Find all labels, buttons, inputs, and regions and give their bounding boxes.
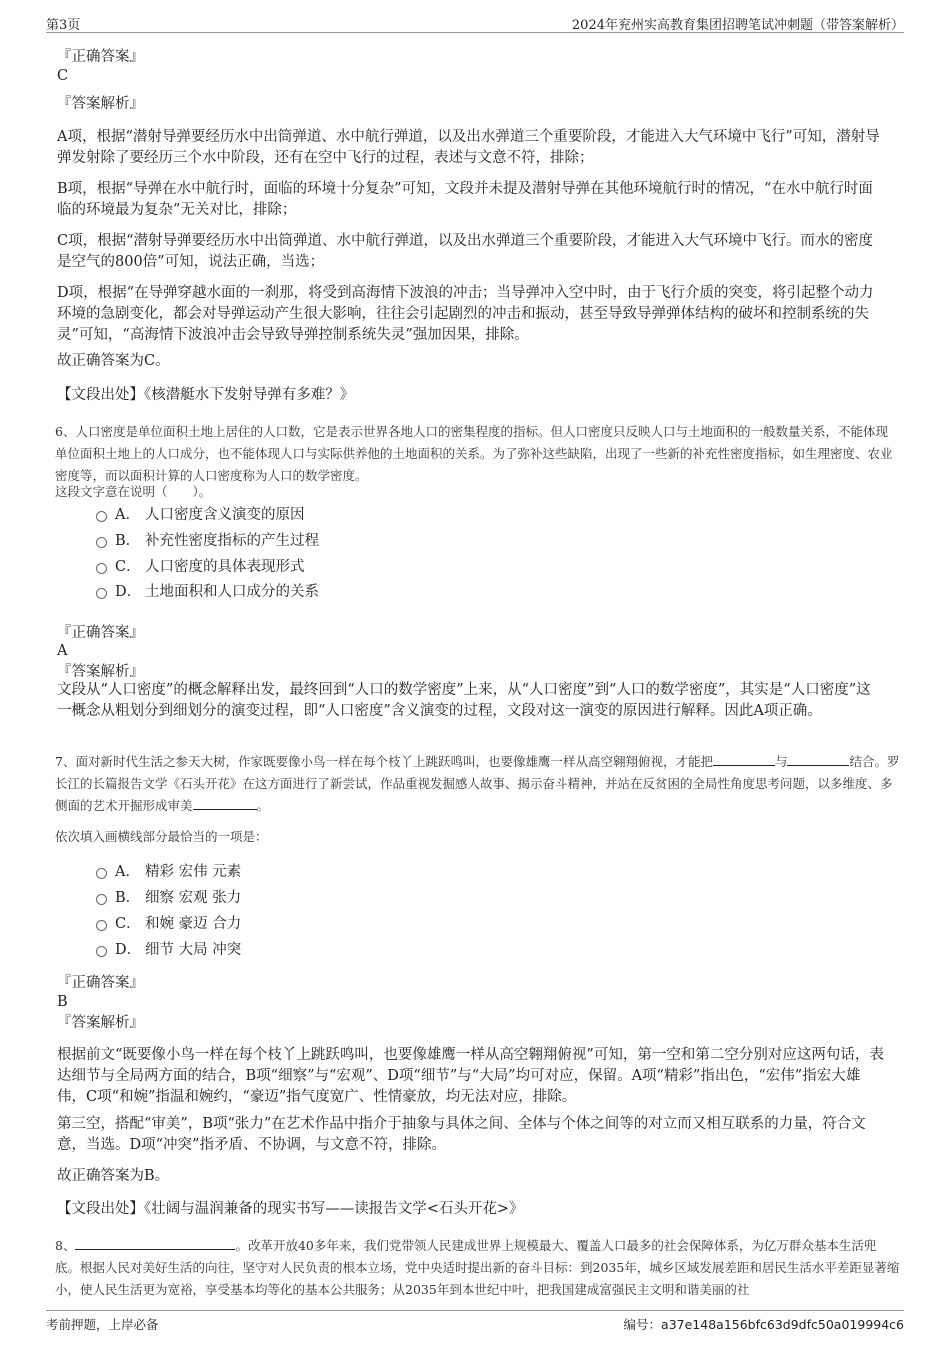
- q5-analysis-para-b: B项，根据“导弹在水中航行时，面临的环境十分复杂”可知，文段并未提及潜射导弹在其他环境航行时的情况，“在水中航行时面临的环境最为复杂”无关对比，排除；: [57, 181, 873, 218]
- q5-analysis-para-d: D项，根据“在导弹穿越水面的一刹那，将受到高海情下波浪的冲击；当导弹冲入空中时，由于飞行介质的突变，将引起整个动力环境的急剧变化，都会对导弹运动产生很大影响，往往会引起剧烈的冲击和振动，甚至导致导弹弹体结构的破坏和控制系统的失灵”可知，“高海情下波浪冲击会导致导弹控制系统失灵”强加因果，排除。: [57, 285, 874, 343]
- q6-option-d[interactable]: D． 土地面积和人口成分的关系: [96, 582, 319, 602]
- radio-icon[interactable]: [96, 920, 107, 931]
- q7-option-c[interactable]: C． 和婉 豪迈 合力: [96, 914, 241, 934]
- q7-conclusion: 故正确答案为B。: [57, 1168, 170, 1184]
- q5-analysis-label: 『答案解析』: [57, 96, 144, 112]
- q7-answer-label: 『正确答案』: [57, 975, 144, 991]
- q5-analysis-para-c: C项，根据“潜射导弹要经历水中出筒弹道、水中航行弹道，以及出水弹道三个重要阶段，才能进入大气环境中飞行。而水的密度是空气的800倍”可知，说法正确，当选；: [57, 233, 874, 270]
- q6-analysis-label: 『答案解析』: [57, 664, 144, 680]
- q5-answer-label: 『正确答案』: [57, 49, 144, 65]
- q6-option-a[interactable]: A． 人口密度含义演变的原因: [96, 505, 305, 525]
- q5-answer: C: [57, 68, 69, 84]
- q5-conclusion: 故正确答案为C。: [57, 353, 170, 369]
- q7-option-d[interactable]: D． 细节 大局 冲突: [96, 940, 241, 960]
- radio-icon[interactable]: [96, 588, 107, 599]
- blank-2: [787, 751, 849, 766]
- q8-blank: [75, 1235, 235, 1250]
- radio-icon[interactable]: [96, 511, 107, 522]
- document-title: 2024年兖州实高教育集团招聘笔试冲刺题（带答案解析）: [571, 18, 904, 33]
- page-footer: [46, 1310, 904, 1333]
- footer-slogan: 考前押题，上岸必备: [46, 1317, 159, 1332]
- q6-analysis: 文段从“人口密度”的概念解释出发，最终回到“人口的数学密度”上来，从“人口密度”到“人口的数学密度”，其实是“人口密度”这一概念从粗划分到细划分的演变过程，即“人口密度”含义演变的过程，文段对这一演变的原因进行解释。因此A项正确。: [57, 682, 871, 719]
- q5-source: 【文段出处】《核潜艇水下发射导弹有多难？》: [57, 387, 355, 403]
- radio-icon[interactable]: [96, 894, 107, 905]
- q7-analysis-para-2: 第三空，搭配“审美”，B项“张力”在艺术作品中指介于抽象与具体之间、全体与个体之间等的对立而又相互联系的力量，符合文意，当选。D项“冲突”指矛盾、不协调，与文意不符，排除。: [57, 1116, 866, 1153]
- radio-icon[interactable]: [96, 946, 107, 957]
- q8-stem: 8、 。改革开放40多年来，我们党带领人民建成世界上规模最大、覆盖人口最多的社会保障体系，为亿万群众基本生活兜底。根据人民对美好生活的向往，坚守对人民负责的根本立场，党中央适时提出新的奋斗目标：到2035年，城乡区域发展差距和居民生活水平差距显著缩小，使人民生活更为宽裕，享受基本均等化的基本公共服务；从2035年到本世纪中叶，把我国建成富强民主文明和谐美丽的社: [55, 1235, 900, 1301]
- blank-1: [713, 751, 775, 766]
- q6-answer-label: 『正确答案』: [57, 625, 144, 641]
- q7-option-b[interactable]: B． 细察 宏观 张力: [96, 888, 241, 908]
- q7-question: 依次填入画横线部分最恰当的一项是：: [55, 829, 268, 844]
- q7-stem: 7、面对新时代生活之参天大树，作家既要像小鸟一样在每个枝丫上跳跃鸣叫，也要像雄鹰一样从高空翱翔俯视，才能把 与 结合。罗长江的长篇报告文学《石头开花》在这方面进行了新尝试，作品重视发掘感人故事、揭示奋斗精神，并站在反贫困的全局性角度思考问题，以多维度、多侧面的艺术开掘形成审美 。: [55, 751, 900, 817]
- q7-analysis-label: 『答案解析』: [57, 1015, 144, 1031]
- q6-question: 这段文字意在说明（ ）。: [55, 484, 212, 499]
- q7-answer: B: [57, 994, 68, 1010]
- q5-analysis-para-a: A项，根据“潜射导弹要经历水中出筒弹道、水中航行弹道，以及出水弹道三个重要阶段，才能进入大气环境中飞行”可知，潜射导弹发射除了要经历三个水中阶段，还有在空中飞行的过程，表述与文意不符，排除；: [57, 129, 880, 166]
- page-header: [46, 12, 904, 33]
- blank-3: [193, 795, 257, 810]
- q6-option-c[interactable]: C． 人口密度的具体表现形式: [96, 557, 305, 577]
- q6-option-b[interactable]: B． 补充性密度指标的产生过程: [96, 531, 319, 551]
- q6-answer: A: [57, 643, 68, 659]
- radio-icon[interactable]: [96, 868, 107, 879]
- q7-source: 【文段出处】《壮阔与温润兼备的现实书写——读报告文学<石头开花>》: [57, 1201, 524, 1217]
- q7-analysis-para-1: 根据前文“既要像小鸟一样在每个枝丫上跳跃鸣叫，也要像雄鹰一样从高空翱翔俯视”可知，第一空和第二空分别对应这两句话，表达细节与全局两方面的结合，B项“细察”与“宏观”、D项“细节”与“大局”均可对应，保留。A项“精彩”指出色，“宏伟”指宏大雄伟，C项“和婉”指温和婉约，“豪迈”指气度宽广、性情豪放，均无法对应，排除。: [57, 1047, 884, 1105]
- page-number: 第3页: [46, 18, 81, 33]
- document-code: 编号：a37e148a156bfc63d9dfc50a019994c6: [623, 1317, 904, 1332]
- q6-stem: 6、人口密度是单位面积土地上居住的人口数，它是表示世界各地人口的密集程度的指标。但人口密度只反映人口与土地面积的一般数量关系，不能体现单位面积土地上的人口成分，也不能体现人口与实际供养他的土地面积的关系。为了弥补这些缺陷，出现了一些新的补充性密度指标，如生理密度、农业密度等，而以面积计算的人口密度称为人口的数学密度。: [55, 424, 893, 483]
- radio-icon[interactable]: [96, 563, 107, 574]
- radio-icon[interactable]: [96, 537, 107, 548]
- q7-option-a[interactable]: A． 精彩 宏伟 元素: [96, 862, 241, 882]
